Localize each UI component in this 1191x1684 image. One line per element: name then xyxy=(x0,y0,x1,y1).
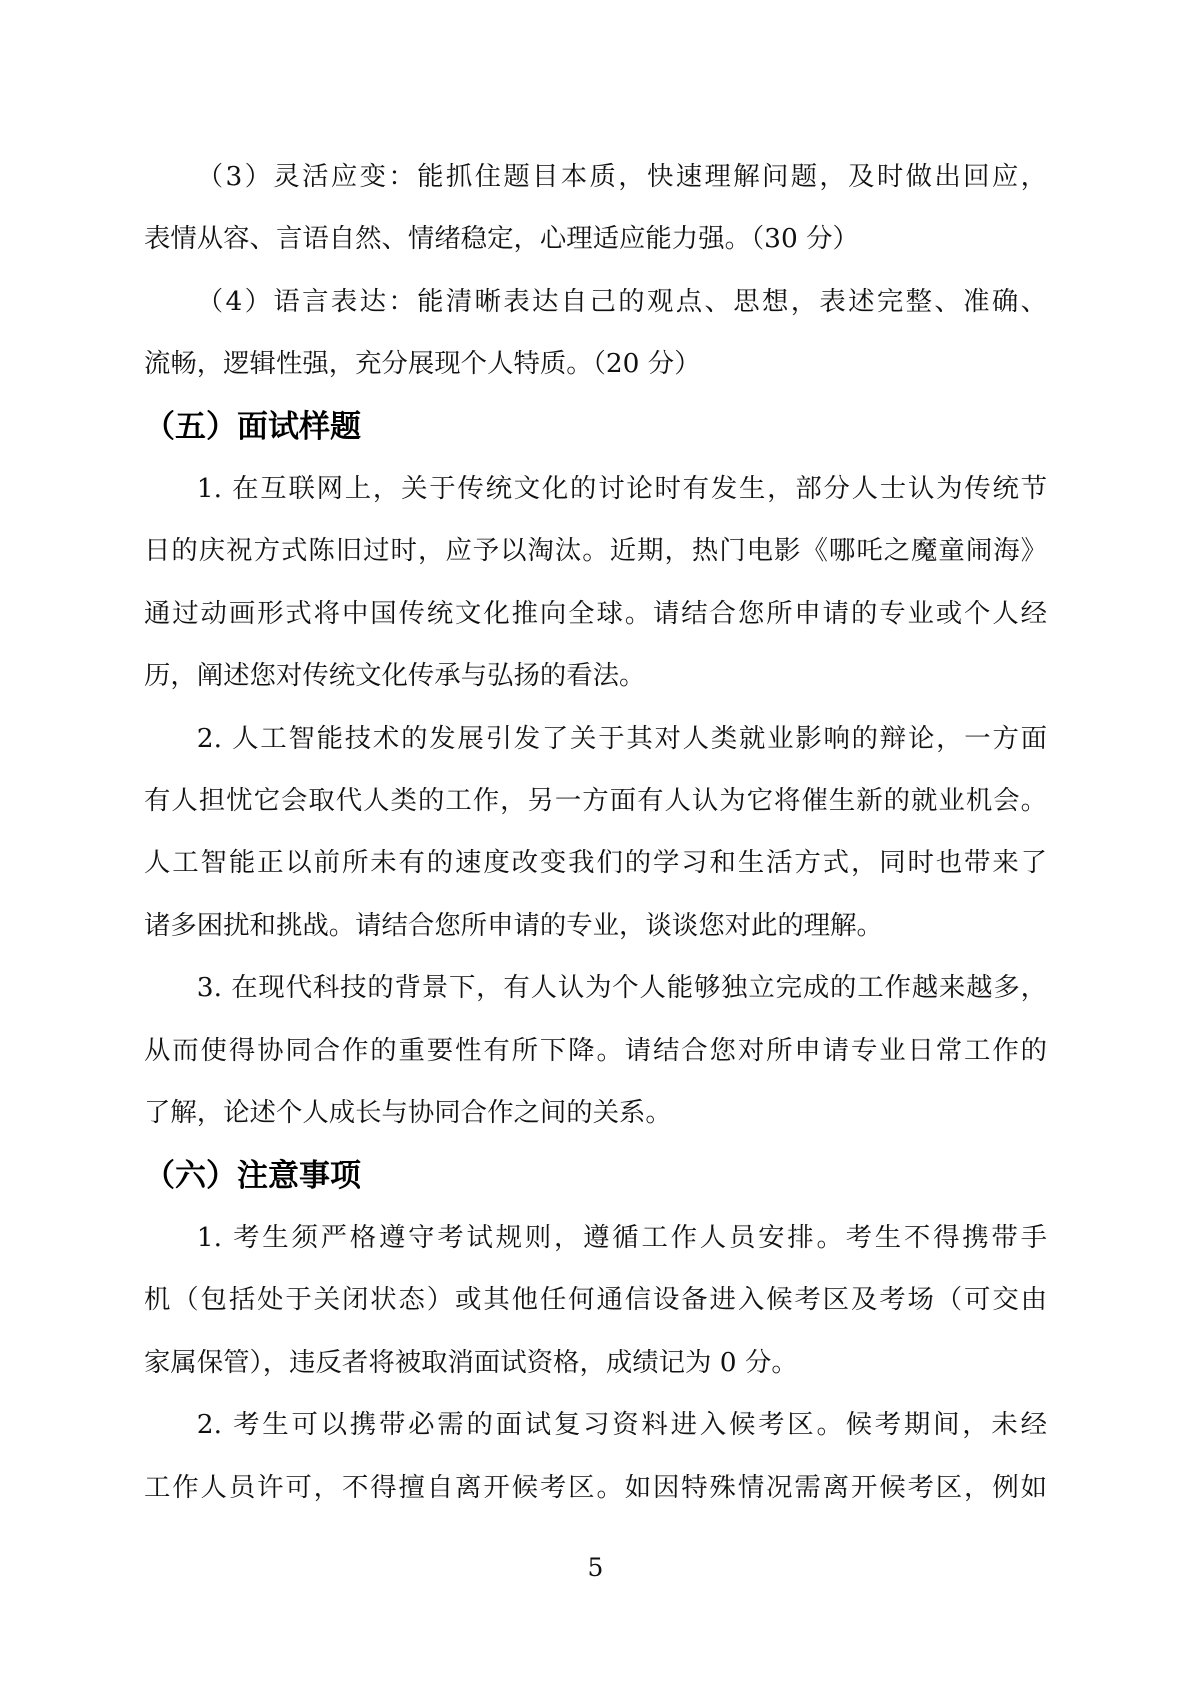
paragraph-line: 了解，论述个人成长与协同合作之间的关系。 xyxy=(144,1097,672,1129)
paragraph-line: 2. 考生可以携带必需的面试复习资料进入候考区。候考期间，未经 xyxy=(196,1409,1047,1441)
paragraph-line: 3. 在现代科技的背景下，有人认为个人能够独立完成的工作越来越多， xyxy=(196,972,1047,1004)
paragraph-line: 人工智能正以前所未有的速度改变我们的学习和生活方式，同时也带来了 xyxy=(144,847,1047,879)
paragraph-line: 工作人员许可，不得擅自离开候考区。如因特殊情况需离开候考区，例如 xyxy=(144,1471,1047,1503)
paragraph-line: （4）语言表达：能清晰表达自己的观点、思想，表述完整、准确、 xyxy=(196,285,1047,317)
paragraph-line: 通过动画形式将中国传统文化推向全球。请结合您所申请的专业或个人经 xyxy=(144,597,1047,629)
page-footer xyxy=(0,1553,1191,1583)
paragraph-line: 历，阐述您对传统文化传承与弘扬的看法。 xyxy=(144,660,646,692)
page-number: 5 xyxy=(587,1553,604,1582)
paragraph-line: 1. 考生须严格遵守考试规则，遵循工作人员安排。考生不得携带手 xyxy=(196,1221,1047,1253)
paragraph-line: 流畅，逻辑性强，充分展现个人特质。（20 分） xyxy=(144,348,701,380)
paragraph-line: 2. 人工智能技术的发展引发了关于其对人类就业影响的辩论，一方面 xyxy=(196,722,1047,754)
paragraph-line: 机（包括处于关闭状态）或其他任何通信设备进入候考区及考场（可交由 xyxy=(144,1284,1047,1316)
paragraph-line: 从而使得协同合作的重要性有所下降。请结合您对所申请专业日常工作的 xyxy=(144,1034,1047,1066)
paragraph-line: （3）灵活应变：能抓住题目本质，快速理解问题，及时做出回应， xyxy=(196,161,1047,192)
paragraph-line: 家属保管），违反者将被取消面试资格，成绩记为 0 分。 xyxy=(144,1346,798,1378)
section-heading: （五）面试样题 xyxy=(144,408,361,445)
document-body xyxy=(144,146,1047,1519)
paragraph-line: 日的庆祝方式陈旧过时，应予以淘汰。近期，热门电影《哪吒之魔童闹海》 xyxy=(144,535,1047,567)
paragraph-line: 诸多困扰和挑战。请结合您所申请的专业，谈谈您对此的理解。 xyxy=(144,909,883,941)
paragraph-line: 有人担忧它会取代人类的工作，另一方面有人认为它将催生新的就业机会。 xyxy=(144,785,1047,817)
paragraph-line: 1. 在互联网上，关于传统文化的讨论时有发生，部分人士认为传统节 xyxy=(196,473,1047,505)
paragraph-line: 表情从容、言语自然、情绪稳定，心理适应能力强。（30 分） xyxy=(144,223,859,255)
section-heading: （六）注意事项 xyxy=(144,1157,361,1194)
